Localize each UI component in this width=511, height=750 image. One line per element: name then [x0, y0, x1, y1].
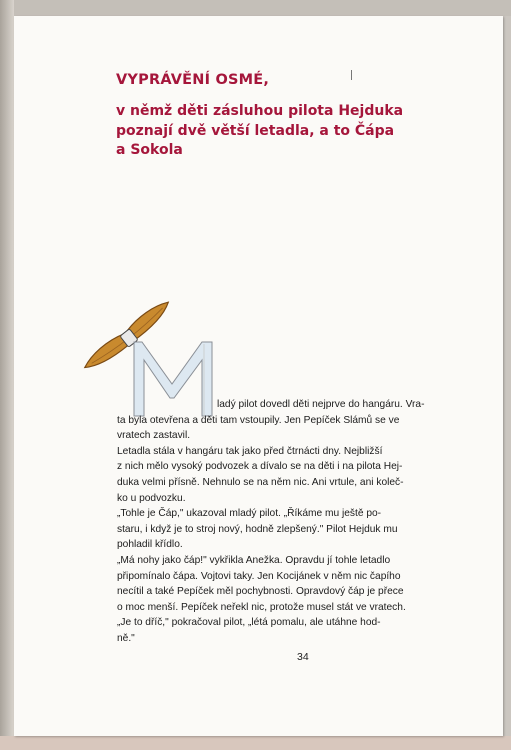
text-line: připomínalo čápa. Vojtovi taky. Jen Kocijánek v něm nic čapího: [117, 570, 401, 582]
text-line: duka velmi přísně. Nehnulo se na něm nic. Ani vrtule, ani koleč-: [117, 476, 404, 488]
book-edge-top: [0, 0, 511, 16]
text-line: pohladil křídlo.: [117, 539, 183, 551]
chapter-title: VYPRÁVĚNÍ OSMÉ,: [116, 72, 270, 88]
text-line: z nich mělo vysoký podvozek a dívalo se na děti i na pilota Hej-: [117, 461, 403, 473]
text-line: o moc menší. Pepíček neřekl nic, protože musel stát ve vratech.: [117, 601, 406, 613]
text-line: ladý pilot dovedl děti nejprve do hangáru. Vra-: [217, 399, 425, 410]
text-line: necítil a také Pepíček měl pochybnosti. Opravdový čáp je přece: [117, 586, 404, 598]
text-line: ko u podvozku.: [117, 492, 186, 504]
chapter-subtitle: [116, 102, 456, 161]
text-line: „Má nohy jako čáp!" vykřikla Anežka. Opravdu jí tohle letadlo: [117, 554, 391, 566]
book-edge-bottom: [0, 736, 511, 750]
text-line: staru, i když je to stroj nový, hodně zlepšený." Pilot Hejduk mu: [117, 523, 398, 535]
text-line: Letadla stála v hangáru tak jako před čtrnácti dny. Nejbližší: [117, 445, 383, 457]
text-line: „Je to dříč," pokračoval pilot, „létá pomalu, ale utáhne hod-: [117, 617, 381, 629]
text-line: ně.": [117, 632, 135, 644]
subtitle-line: poznají dvě větší letadla, a to Čápa: [116, 122, 395, 139]
page-number: 34: [297, 651, 309, 663]
subtitle-line: a Sokola: [116, 142, 183, 158]
book-spine: [0, 0, 14, 750]
pencil-mark: [351, 70, 352, 80]
subtitle-line: v němž děti zásluhou pilota Hejduka: [116, 103, 404, 119]
text-line: vratech zastavil.: [117, 430, 191, 442]
body-text: [117, 397, 483, 647]
text-line: ta byla otevřena a děti tam vstoupily. Jen Pepíček Slámů se ve: [117, 414, 400, 426]
text-line: „Tohle je Čáp," ukazoval mladý pilot. „Říkáme mu ještě po-: [117, 508, 382, 520]
